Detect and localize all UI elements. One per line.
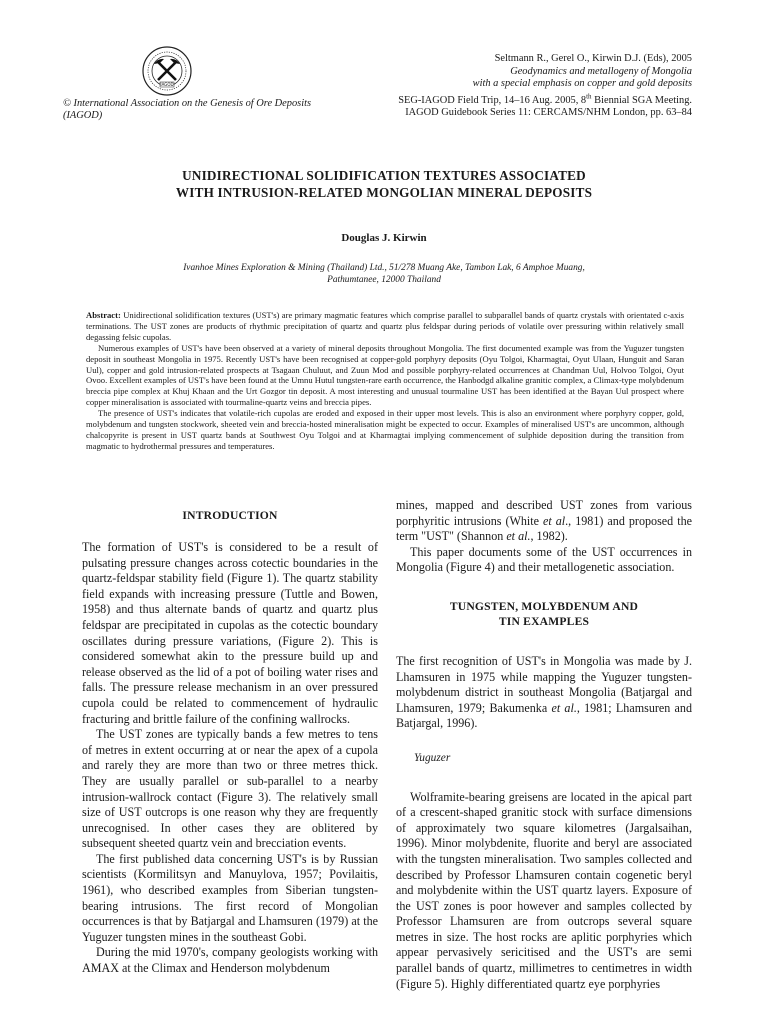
body-paragraph: Wolframite-bearing greisens are located in the apical part of a crescent-shaped granitic stock with surface dimensions of approximately two square kilometres (Jargalsaihan, 1996). Minor molybdenite, fluorite and beryl are associated with the tungsten mineralisation. Two samples collected and described by Professor Lhamsuren contain cogenetic beryl and molybdenite within the UST quartz layers. Exposure of the UST zones is poor however and samples collected by Professor Lhamsuren are from outcrops several square metres in size. The host rocks are aplitic porphyries which appear pervasively sericitised and the UST's are semi parallel bands of quartz, millimetres to centimetres in width (Figure 5). Highly differentiated quartz eye porphyries <box>396 789 692 991</box>
body-paragraph: The formation of UST's is considered to be a result of pulsating pressure changes across cotectic boundaries in the quartz-feldspar stability field (Figure 1). The quartz stability field expands with increasing pressure (Tuttle and Bowen, 1958) and thus alternate bands of quartz and quartz plus feldspar are precipitated in cupolas as the cotectic boundary oscillates during pressure variations, (Figure 2). This is considered somewhat akin to the pressure build up and release observed as the lid of a pot of boiling water rises and falls. The pressure release mechanism in an over pressured cupola could be related to commencement of hydraulic fracturing and brittle failure of the confining wallrocks. <box>82 540 378 726</box>
citation-book-subtitle: with a special emphasis on copper and gold deposits <box>472 78 692 90</box>
iagod-logo-icon <box>141 45 193 97</box>
body-paragraph: The first recognition of UST's in Mongolia was made by J. Lhamsuren in 1975 while mapping the Yuguzer tungsten-molybdenum district in southeast Mongolia (Batjargal and Lhamsuren, 1979; Bakumenka et al., 1981; Lhamsuren and Batjargal, 1996). <box>396 653 693 731</box>
subsection-heading-yuguzer: Yuguzer <box>414 751 451 764</box>
citation-editors: Seltmann R., Gerel O., Kirwin D.J. (Eds), 2005 <box>494 53 692 64</box>
citation-block <box>292 53 692 120</box>
left-column <box>82 508 378 977</box>
association-credit: © International Association on the Genesis of Ore Deposits (IAGOD) <box>63 98 312 121</box>
abstract-paragraph: The presence of UST's indicates that volatile-rich cupolas are eroded and exposed in their upper most levels. This is also an environment where porphyry copper, gold, molybdenum and tungsten stockwork, sheeted vein and breccia-hosted mineralisation might be expected to occur. Examples of mineralised UST's are uncommon, although chalcopyrite is present in UST quartz bands at Southwest Oyu Tolgoi and at Kharmagtai implying commencement of sulphide deposition during the transition from magmatic to hydrothermal pressures and temperatures. <box>86 408 684 451</box>
body-paragraph: The first published data concerning UST's is by Russian scientists (Kormilitsyn and Manuylova, 1957; Povilaitis, 1961), who described examples from Siberian tungsten-bearing intrusions. The first record of Mongolian occurrences is that by Batjargal and Lhamsuren (1979) at the Yuguzer tungsten mines in the southeast Gobi. <box>82 851 378 944</box>
logo-label: IAGOD <box>160 82 174 87</box>
body-paragraph: This paper documents some of the UST occurrences in Mongolia (Figure 4) and their metallogenetic association. <box>396 544 692 575</box>
abstract-paragraph: Numerous examples of UST's have been observed at a variety of mineral deposits throughout Mongolia. The first documented example was from the Yuguzer tungsten deposit in southeast Mongolia in 1975. Recently UST's have been recognised at copper-gold porphyry deposits (Oyu Tolgoi, Kharmagtai, Oyut Ulaan, Hunguit and Saran Uul), copper and gold intrusion-related prospects at Tsagaan Chuluut, and Zuun Mod and possible porphyry-related occurrences at Chandman Uul, Holvoo Tolgoi, Oyut Ovoo. Excellent examples of UST's have been found at the Umnu Hutul tungsten-rare earth occurrence, the Hanbodgd alkaline granitic complex, a Climax-type molybdenum breccia pipe complex at Khuj Khaan and the Urt Gozgor tin deposit. A most interesting and unusual tourmaline UST has been identified at the Bayan Uul prospect where copper mineralisation is associated with tourmaline-quartz veins and breccia pipes. <box>86 342 684 408</box>
body-paragraph: During the mid 1970's, company geologists working with AMAX at the Climax and Henderson molybdenum <box>82 945 378 976</box>
body-paragraph: mines, mapped and described UST zones from various porphyritic intrusions (White et al., 1981) and proposed the term "UST" (Shannon et al., 1982). <box>396 498 692 544</box>
paper-title: UNIDIRECTIONAL SOLIDIFICATION TEXTURES ASSOCIATED WITH INTRUSION-RELATED MONGOLIAN MINERAL DEPOSITS <box>175 168 593 200</box>
abstract-paragraph: Abstract: Unidirectional solidification textures (UST's) are primary magmatic features which comprise parallel to subparallel bands of quartz crystals with orientated c-axis terminations. The UST zones are products of rhythmic precipitation of quartz and quartz plus feldspar during periods of volatile over pressuring within relatively small degassing felsic cupolas. <box>86 310 684 342</box>
abstract <box>86 310 684 452</box>
right-column <box>396 498 692 992</box>
citation-series: IAGOD Guidebook Series 11: CERCAMS/NHM London, pp. 63–84 <box>405 107 692 119</box>
author-affiliation: Ivanhoe Mines Exploration & Mining (Thailand) Ltd., 51/278 Muang Ake, Tambon Lak, 6 Amphoe Muang, Pathumtanee, 12000 Thailand <box>183 263 585 285</box>
body-paragraph: The UST zones are typically bands a few metres to tens of metres in extent occurring at or near the apex of a cupola and rarely they are more than two or three metres thick. They are usually parallel or sub-parallel to a nearby intrusion-wallrock contact (Figure 3). The relatively small size of UST outcrops is one reason why they are frequently unrecognised. In other cases they are oblitered by subsequent sheeted quartz vein and brecciation events. <box>82 727 378 851</box>
section-heading-introduction: INTRODUCTION <box>182 509 278 522</box>
citation-book-title: Geodynamics and metallogeny of Mongolia <box>510 65 692 77</box>
citation-field-trip: SEG-IAGOD Field Trip, 14–16 Aug. 2005, 8th Biennial SGA Meeting. <box>398 92 692 106</box>
section-heading-tungsten: TUNGSTEN, MOLYBDENUM AND TIN EXAMPLES <box>449 599 639 628</box>
author-name: Douglas J. Kirwin <box>341 232 427 244</box>
abstract-label: Abstract: <box>86 310 121 320</box>
